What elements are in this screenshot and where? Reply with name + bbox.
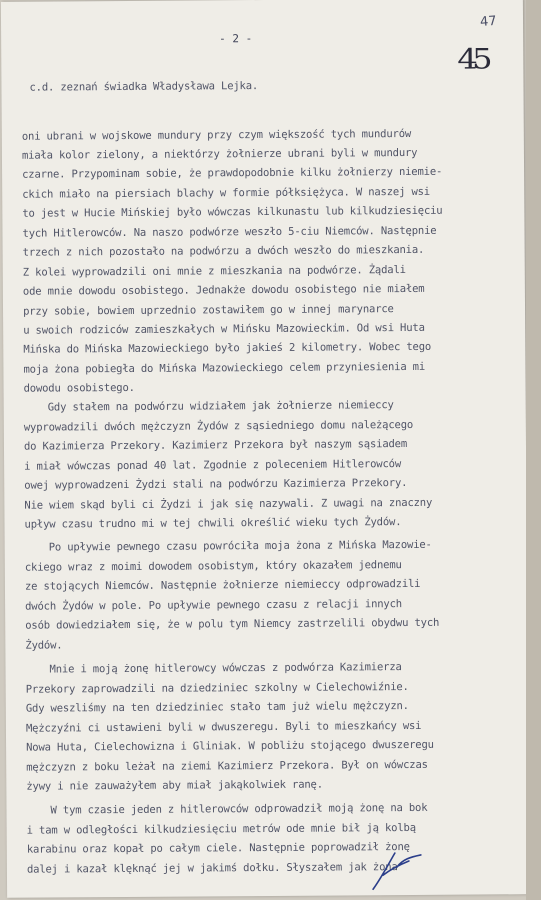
scan-edge bbox=[526, 0, 541, 900]
body-line: wyprowadzili dwóch mężczyzn Żydów z sąsiedniego domu należącego bbox=[23, 418, 414, 434]
document-page bbox=[1, 0, 529, 898]
body-line: osób dowiedziałem się, że w polu tym Niemcy zastrzelili obydwu tych bbox=[25, 616, 440, 632]
body-line: Mnie i moją żonę hitlerowcy wówczas z podwórza Kazimierza bbox=[49, 661, 402, 676]
folio-stamp-number: 45 bbox=[457, 42, 487, 76]
body-line: Z kolei wyprowadzili oni mnie z mieszkania na podwórze. Żądali bbox=[22, 264, 406, 279]
body-line: dowodu osobistego. bbox=[23, 381, 135, 395]
body-line: upływ czasu trudno mi w tej chwili określić wieku tych Żydów. bbox=[24, 516, 402, 531]
body-line: ckich miało na piersiach blachy w formie półksiężyca. W naszej wsi bbox=[22, 185, 431, 201]
body-line: W tym czasie jeden z hitlerowców odprowadził moją żonę na bok bbox=[50, 801, 428, 817]
caption: c.d. zeznań świadka Władysława Lejka. bbox=[29, 80, 259, 94]
body-line: miała kolor zielony, a niektórzy żołnierze ubrani byli w mundury bbox=[21, 146, 418, 162]
body-line: karabinu oraz kopał po całym ciele. Następnie poprowadził żonę bbox=[26, 840, 410, 856]
body-line: i tam w odległości kilkudziesięciu metrów ode mnie bił ją kolbą bbox=[26, 821, 416, 837]
page-number: - 2 - bbox=[219, 32, 253, 46]
body-line: u swoich rodziców zamieszkałych w Mińsku Mazowieckim. Od wsi Huta bbox=[23, 321, 425, 337]
body-line: do Kazimierza Przekory. Kazimierz Przekora był naszym sąsiadem bbox=[23, 438, 408, 453]
body-line: dalej i kazał klęknąć jej w jakimś dołku. Słyszałem jak żona bbox=[26, 861, 398, 876]
body-line: Gdy stałem na podwórzu widziałem jak żołnierze niemieccy bbox=[47, 399, 394, 414]
body-line: oni ubrani w wojskowe mundury przy czym większość tych mundurów bbox=[21, 127, 412, 143]
body-line: Nie wiem skąd byli ci Żydzi i jak się nazywali. Z uwagi na znaczny bbox=[24, 496, 433, 512]
body-line: trzech z nich pozostało na podwórzu a dwóch weszło do mieszkania. bbox=[22, 243, 425, 259]
body-line: tych Hitlerowców. Na naszo podwórze weszło 5-ciu Niemców. Następnie bbox=[22, 224, 437, 240]
body-line: Mężczyźni ci ustawieni byli w dwuszeregu. Byli to mieszkańcy wsi bbox=[25, 719, 422, 735]
body-line: przy sobie, bowiem uprzednio zostawiłem go w innej marynarce bbox=[23, 303, 394, 318]
body-line: ode mnie dowodu osobistego. Jednakże dowodu osobistego nie miałem bbox=[22, 282, 425, 298]
body-line: dwóch Żydów w pole. Po upływie pewnego czasu z relacji innych bbox=[25, 598, 402, 613]
body-line: to jest w Hucie Mińskiej było wówczas kilkunastu lub kilkudziesięciu bbox=[22, 204, 443, 220]
body-line: Gdy weszliśmy na ten dziedziniec stało tam już wielu mężczyzn. bbox=[25, 700, 409, 715]
body-line: Żydów. bbox=[25, 639, 63, 652]
body-line: i miał wówczas ponad 40 lat. Zgodnie z poleceniem Hitlerowców bbox=[24, 458, 402, 473]
body-line: Mińska do Mińska Mazowieckiego było jakieś 2 kilometry. Wobec tego bbox=[23, 340, 432, 356]
body-line: owej wyprowadzeni Żydzi stali na podwórzu Kazimierza Przekory. bbox=[24, 477, 408, 492]
body-line: czarne. Przypominam sobie, że prawdopodobnie kilku żołnierzy niemie- bbox=[22, 165, 443, 181]
body-line: Po upływie pewnego czasu powróciła moja żona z Mińska Mazowie- bbox=[48, 538, 432, 554]
body-line: ckiego wraz z moimi dowodem osobistym, który okazałem jednemu bbox=[24, 559, 402, 574]
body-line: ze stojących Niemców. Następnie żołnierze niemieccy odprowadzili bbox=[24, 577, 421, 593]
signature-initials bbox=[369, 845, 429, 895]
folio-pencil-number: 47 bbox=[479, 13, 498, 31]
body-line: mężczyzn z boku leżał na ziemi Kazimierz Przekora. Był on wówczas bbox=[26, 758, 428, 774]
body-line: żywy i nie zauważyłem aby miał jakąkolwiek ranę. bbox=[26, 778, 323, 793]
body-line: Przekory zaprowadzili na dziedziniec szkolny w Cielechowiźnie. bbox=[25, 681, 409, 696]
body-line: moja żona pobiegła do Mińska Mazowieckiego celem przyniesienia mi bbox=[23, 360, 426, 376]
body-line: Nowa Huta, Cielechowizna i Gliniak. W pobliżu stojącego dwuszeregu bbox=[26, 738, 434, 754]
